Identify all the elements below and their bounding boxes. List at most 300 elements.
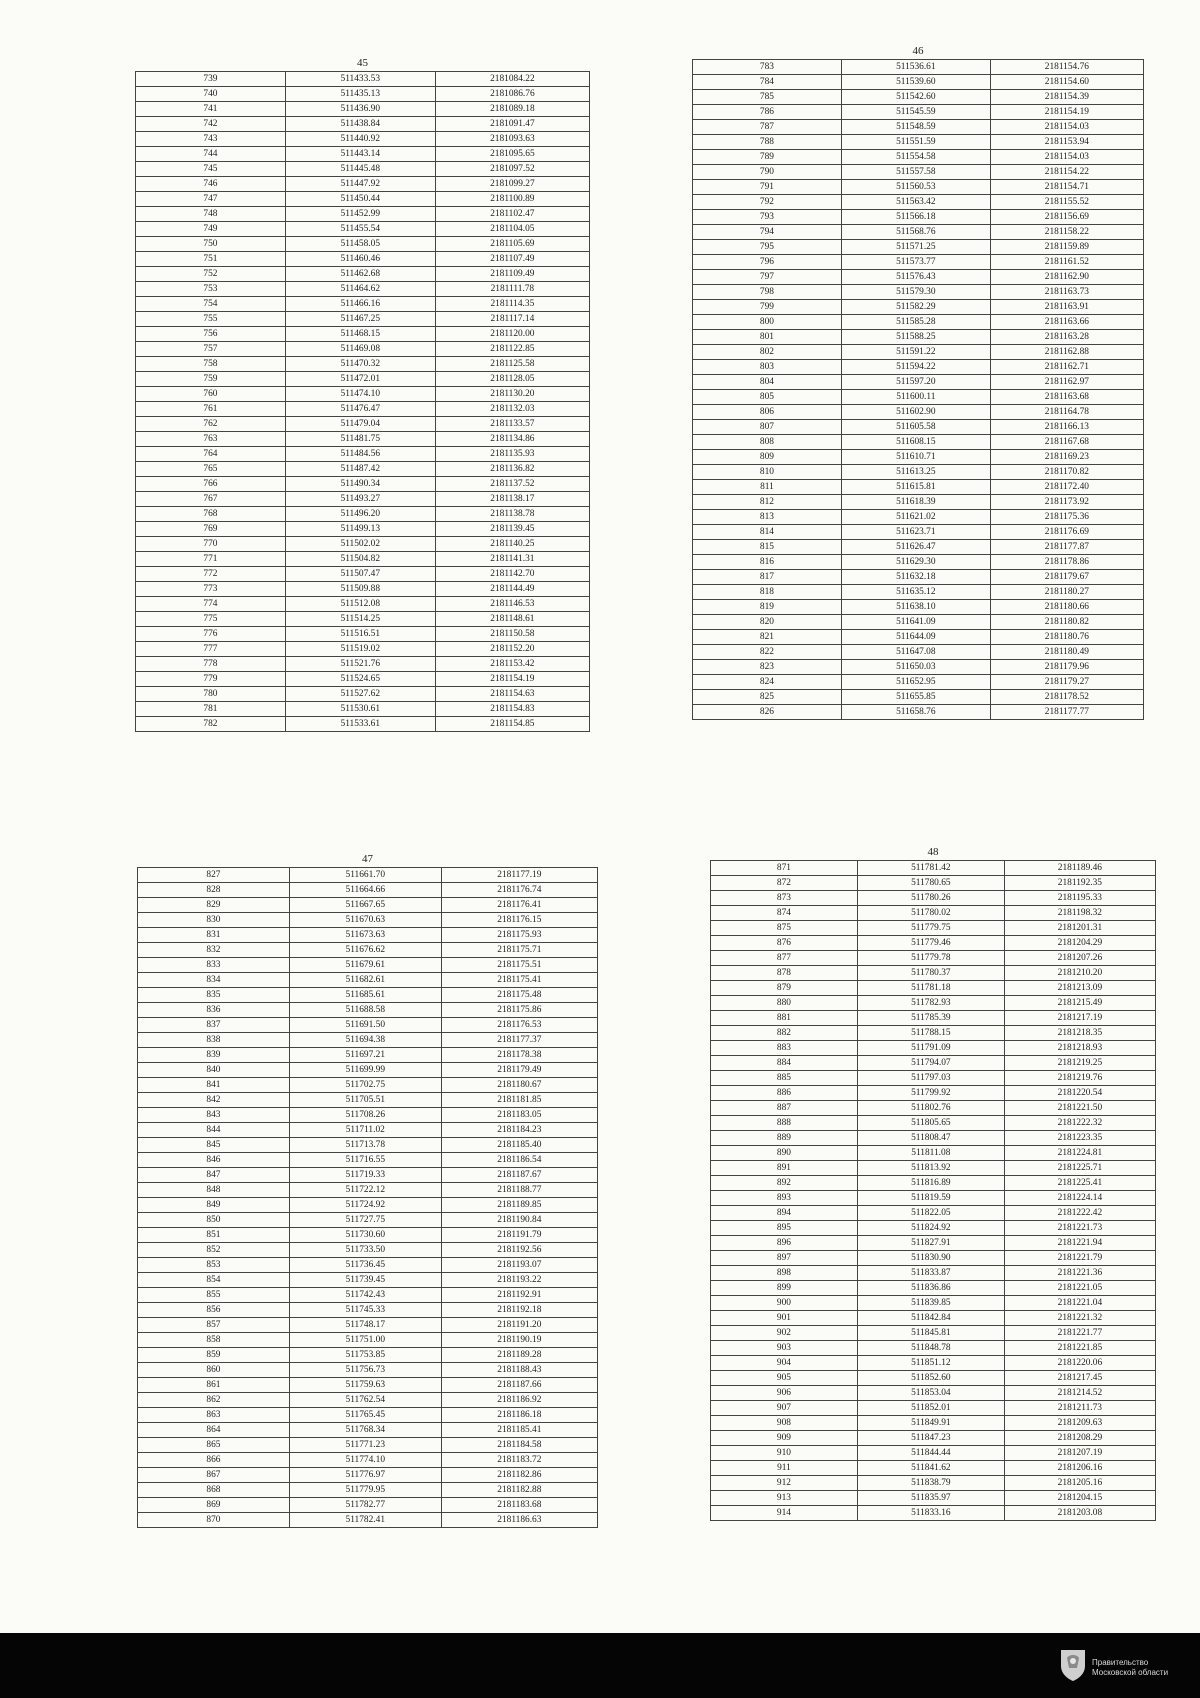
y-coordinate-cell: 2181221.73 bbox=[1004, 1221, 1155, 1236]
x-coordinate-cell: 511848.78 bbox=[857, 1341, 1004, 1356]
x-coordinate-cell: 511830.90 bbox=[857, 1251, 1004, 1266]
table-row bbox=[711, 1491, 1156, 1506]
x-coordinate-cell: 511779.46 bbox=[857, 936, 1004, 951]
y-coordinate-cell: 2181221.85 bbox=[1004, 1341, 1155, 1356]
point-number-cell: 871 bbox=[711, 861, 858, 876]
y-coordinate-cell: 2181155.52 bbox=[990, 195, 1143, 210]
x-coordinate-cell: 511702.75 bbox=[289, 1078, 441, 1093]
point-number-cell: 814 bbox=[693, 525, 842, 540]
point-number-cell: 886 bbox=[711, 1086, 858, 1101]
x-coordinate-cell: 511479.04 bbox=[285, 417, 435, 432]
x-coordinate-cell: 511805.65 bbox=[857, 1116, 1004, 1131]
table-row bbox=[711, 1296, 1156, 1311]
table-row bbox=[693, 660, 1144, 675]
table-row bbox=[138, 928, 598, 943]
point-number-cell: 741 bbox=[136, 102, 286, 117]
point-number-cell: 910 bbox=[711, 1446, 858, 1461]
table-row bbox=[711, 1191, 1156, 1206]
y-coordinate-cell: 2181177.19 bbox=[441, 868, 597, 883]
table-row bbox=[136, 657, 590, 672]
y-coordinate-cell: 2181154.03 bbox=[990, 150, 1143, 165]
point-number-cell: 895 bbox=[711, 1221, 858, 1236]
table-row bbox=[136, 612, 590, 627]
point-number-cell: 830 bbox=[138, 913, 290, 928]
point-number-cell: 770 bbox=[136, 537, 286, 552]
point-number-cell: 835 bbox=[138, 988, 290, 1003]
x-coordinate-cell: 511742.43 bbox=[289, 1288, 441, 1303]
table-row bbox=[136, 672, 590, 687]
table-row bbox=[138, 973, 598, 988]
y-coordinate-cell: 2181176.69 bbox=[990, 525, 1143, 540]
point-number-cell: 803 bbox=[693, 360, 842, 375]
table-row bbox=[693, 135, 1144, 150]
point-number-cell: 821 bbox=[693, 630, 842, 645]
y-coordinate-cell: 2181206.16 bbox=[1004, 1461, 1155, 1476]
x-coordinate-cell: 511794.07 bbox=[857, 1056, 1004, 1071]
x-coordinate-cell: 511466.16 bbox=[285, 297, 435, 312]
x-coordinate-cell: 511822.05 bbox=[857, 1206, 1004, 1221]
y-coordinate-cell: 2181203.08 bbox=[1004, 1506, 1155, 1521]
point-number-cell: 824 bbox=[693, 675, 842, 690]
x-coordinate-cell: 511688.58 bbox=[289, 1003, 441, 1018]
x-coordinate-cell: 511504.82 bbox=[285, 552, 435, 567]
point-number-cell: 914 bbox=[711, 1506, 858, 1521]
y-coordinate-cell: 2181217.19 bbox=[1004, 1011, 1155, 1026]
y-coordinate-cell: 2181140.25 bbox=[435, 537, 589, 552]
y-coordinate-cell: 2181218.93 bbox=[1004, 1041, 1155, 1056]
point-number-cell: 872 bbox=[711, 876, 858, 891]
x-coordinate-cell: 511833.87 bbox=[857, 1266, 1004, 1281]
point-number-cell: 815 bbox=[693, 540, 842, 555]
table-row bbox=[136, 132, 590, 147]
y-coordinate-cell: 2181224.81 bbox=[1004, 1146, 1155, 1161]
y-coordinate-cell: 2181141.31 bbox=[435, 552, 589, 567]
x-coordinate-cell: 511524.65 bbox=[285, 672, 435, 687]
point-number-cell: 908 bbox=[711, 1416, 858, 1431]
table-row bbox=[138, 1303, 598, 1318]
coordinate-table bbox=[137, 867, 598, 1528]
x-coordinate-cell: 511847.23 bbox=[857, 1431, 1004, 1446]
point-number-cell: 806 bbox=[693, 405, 842, 420]
y-coordinate-cell: 2181100.89 bbox=[435, 192, 589, 207]
table-row bbox=[711, 1461, 1156, 1476]
table-row bbox=[136, 717, 590, 732]
y-coordinate-cell: 2181190.19 bbox=[441, 1333, 597, 1348]
x-coordinate-cell: 511470.32 bbox=[285, 357, 435, 372]
coordinate-block-45 bbox=[135, 56, 590, 732]
point-number-cell: 768 bbox=[136, 507, 286, 522]
x-coordinate-cell: 511711.02 bbox=[289, 1123, 441, 1138]
y-coordinate-cell: 2181162.71 bbox=[990, 360, 1143, 375]
table-row bbox=[693, 525, 1144, 540]
x-coordinate-cell: 511816.89 bbox=[857, 1176, 1004, 1191]
table-row bbox=[693, 255, 1144, 270]
x-coordinate-cell: 511811.08 bbox=[857, 1146, 1004, 1161]
point-number-cell: 804 bbox=[693, 375, 842, 390]
y-coordinate-cell: 2181154.19 bbox=[435, 672, 589, 687]
table-row bbox=[138, 1468, 598, 1483]
y-coordinate-cell: 2181175.86 bbox=[441, 1003, 597, 1018]
y-coordinate-cell: 2181154.85 bbox=[435, 717, 589, 732]
point-number-cell: 808 bbox=[693, 435, 842, 450]
x-coordinate-cell: 511484.56 bbox=[285, 447, 435, 462]
y-coordinate-cell: 2181152.20 bbox=[435, 642, 589, 657]
y-coordinate-cell: 2181188.43 bbox=[441, 1363, 597, 1378]
table-row bbox=[711, 876, 1156, 891]
x-coordinate-cell: 511799.92 bbox=[857, 1086, 1004, 1101]
table-row bbox=[693, 690, 1144, 705]
x-coordinate-cell: 511661.70 bbox=[289, 868, 441, 883]
y-coordinate-cell: 2181219.76 bbox=[1004, 1071, 1155, 1086]
table-row bbox=[711, 1326, 1156, 1341]
x-coordinate-cell: 511756.73 bbox=[289, 1363, 441, 1378]
table-row bbox=[711, 1431, 1156, 1446]
x-coordinate-cell: 511460.46 bbox=[285, 252, 435, 267]
y-coordinate-cell: 2181224.14 bbox=[1004, 1191, 1155, 1206]
point-number-cell: 771 bbox=[136, 552, 286, 567]
y-coordinate-cell: 2181176.15 bbox=[441, 913, 597, 928]
point-number-cell: 789 bbox=[693, 150, 842, 165]
point-number-cell: 791 bbox=[693, 180, 842, 195]
table-row bbox=[693, 330, 1144, 345]
y-coordinate-cell: 2181222.32 bbox=[1004, 1116, 1155, 1131]
y-coordinate-cell: 2181097.52 bbox=[435, 162, 589, 177]
point-number-cell: 784 bbox=[693, 75, 842, 90]
table-row bbox=[693, 90, 1144, 105]
y-coordinate-cell: 2181180.66 bbox=[990, 600, 1143, 615]
x-coordinate-cell: 511813.92 bbox=[857, 1161, 1004, 1176]
point-number-cell: 850 bbox=[138, 1213, 290, 1228]
table-row bbox=[136, 477, 590, 492]
y-coordinate-cell: 2181221.32 bbox=[1004, 1311, 1155, 1326]
table-row bbox=[136, 702, 590, 717]
footer-line-1: Правительство bbox=[1092, 1658, 1149, 1667]
table-row bbox=[711, 1341, 1156, 1356]
x-coordinate-cell: 511673.63 bbox=[289, 928, 441, 943]
table-row bbox=[693, 150, 1144, 165]
y-coordinate-cell: 2181163.66 bbox=[990, 315, 1143, 330]
x-coordinate-cell: 511782.41 bbox=[289, 1513, 441, 1528]
y-coordinate-cell: 2181128.05 bbox=[435, 372, 589, 387]
y-coordinate-cell: 2181163.28 bbox=[990, 330, 1143, 345]
point-number-cell: 888 bbox=[711, 1116, 858, 1131]
point-number-cell: 836 bbox=[138, 1003, 290, 1018]
x-coordinate-cell: 511788.15 bbox=[857, 1026, 1004, 1041]
y-coordinate-cell: 2181178.38 bbox=[441, 1048, 597, 1063]
table-row bbox=[136, 447, 590, 462]
point-number-cell: 743 bbox=[136, 132, 286, 147]
x-coordinate-cell: 511733.50 bbox=[289, 1243, 441, 1258]
point-number-cell: 746 bbox=[136, 177, 286, 192]
table-row bbox=[138, 1438, 598, 1453]
table-row bbox=[711, 1356, 1156, 1371]
y-coordinate-cell: 2181180.82 bbox=[990, 615, 1143, 630]
table-row bbox=[138, 988, 598, 1003]
y-coordinate-cell: 2181179.49 bbox=[441, 1063, 597, 1078]
x-coordinate-cell: 511436.90 bbox=[285, 102, 435, 117]
x-coordinate-cell: 511464.62 bbox=[285, 282, 435, 297]
table-row bbox=[136, 177, 590, 192]
x-coordinate-cell: 511613.25 bbox=[841, 465, 990, 480]
x-coordinate-cell: 511551.59 bbox=[841, 135, 990, 150]
point-number-cell: 901 bbox=[711, 1311, 858, 1326]
y-coordinate-cell: 2181192.18 bbox=[441, 1303, 597, 1318]
x-coordinate-cell: 511679.61 bbox=[289, 958, 441, 973]
point-number-cell: 892 bbox=[711, 1176, 858, 1191]
point-number-cell: 796 bbox=[693, 255, 842, 270]
y-coordinate-cell: 2181184.58 bbox=[441, 1438, 597, 1453]
y-coordinate-cell: 2181213.09 bbox=[1004, 981, 1155, 996]
x-coordinate-cell: 511533.61 bbox=[285, 717, 435, 732]
table-row bbox=[136, 462, 590, 477]
table-row bbox=[693, 555, 1144, 570]
footer-bar bbox=[0, 1633, 1200, 1698]
y-coordinate-cell: 2181166.13 bbox=[990, 420, 1143, 435]
y-coordinate-cell: 2181193.07 bbox=[441, 1258, 597, 1273]
point-number-cell: 862 bbox=[138, 1393, 290, 1408]
table-row bbox=[138, 958, 598, 973]
y-coordinate-cell: 2181225.71 bbox=[1004, 1161, 1155, 1176]
x-coordinate-cell: 511462.68 bbox=[285, 267, 435, 282]
x-coordinate-cell: 511779.75 bbox=[857, 921, 1004, 936]
point-number-cell: 846 bbox=[138, 1153, 290, 1168]
x-coordinate-cell: 511827.91 bbox=[857, 1236, 1004, 1251]
y-coordinate-cell: 2181117.14 bbox=[435, 312, 589, 327]
y-coordinate-cell: 2181091.47 bbox=[435, 117, 589, 132]
point-number-cell: 909 bbox=[711, 1431, 858, 1446]
x-coordinate-cell: 511579.30 bbox=[841, 285, 990, 300]
point-number-cell: 752 bbox=[136, 267, 286, 282]
table-row bbox=[711, 861, 1156, 876]
x-coordinate-cell: 511600.11 bbox=[841, 390, 990, 405]
x-coordinate-cell: 511585.28 bbox=[841, 315, 990, 330]
point-number-cell: 867 bbox=[138, 1468, 290, 1483]
y-coordinate-cell: 2181163.68 bbox=[990, 390, 1143, 405]
x-coordinate-cell: 511594.22 bbox=[841, 360, 990, 375]
table-row bbox=[138, 1363, 598, 1378]
point-number-cell: 813 bbox=[693, 510, 842, 525]
y-coordinate-cell: 2181114.35 bbox=[435, 297, 589, 312]
table-row bbox=[693, 420, 1144, 435]
point-number-cell: 887 bbox=[711, 1101, 858, 1116]
table-row bbox=[693, 120, 1144, 135]
y-coordinate-cell: 2181095.65 bbox=[435, 147, 589, 162]
x-coordinate-cell: 511433.53 bbox=[285, 72, 435, 87]
point-number-cell: 853 bbox=[138, 1258, 290, 1273]
x-coordinate-cell: 511615.81 bbox=[841, 480, 990, 495]
page-number: 47 bbox=[362, 853, 373, 865]
table-row bbox=[138, 913, 598, 928]
table-row bbox=[136, 222, 590, 237]
point-number-cell: 751 bbox=[136, 252, 286, 267]
x-coordinate-cell: 511682.61 bbox=[289, 973, 441, 988]
y-coordinate-cell: 2181221.05 bbox=[1004, 1281, 1155, 1296]
y-coordinate-cell: 2181125.58 bbox=[435, 357, 589, 372]
y-coordinate-cell: 2181193.22 bbox=[441, 1273, 597, 1288]
table-row bbox=[711, 1011, 1156, 1026]
point-number-cell: 879 bbox=[711, 981, 858, 996]
table-row bbox=[136, 237, 590, 252]
point-number-cell: 898 bbox=[711, 1266, 858, 1281]
point-number-cell: 907 bbox=[711, 1401, 858, 1416]
point-number-cell: 856 bbox=[138, 1303, 290, 1318]
point-number-cell: 882 bbox=[711, 1026, 858, 1041]
x-coordinate-cell: 511838.79 bbox=[857, 1476, 1004, 1491]
point-number-cell: 774 bbox=[136, 597, 286, 612]
x-coordinate-cell: 511542.60 bbox=[841, 90, 990, 105]
point-number-cell: 816 bbox=[693, 555, 842, 570]
x-coordinate-cell: 511571.25 bbox=[841, 240, 990, 255]
x-coordinate-cell: 511685.61 bbox=[289, 988, 441, 1003]
coordinate-block-48 bbox=[710, 845, 1156, 1521]
point-number-cell: 825 bbox=[693, 690, 842, 705]
point-number-cell: 858 bbox=[138, 1333, 290, 1348]
point-number-cell: 897 bbox=[711, 1251, 858, 1266]
y-coordinate-cell: 2181156.69 bbox=[990, 210, 1143, 225]
x-coordinate-cell: 511647.08 bbox=[841, 645, 990, 660]
point-number-cell: 749 bbox=[136, 222, 286, 237]
table-row bbox=[136, 162, 590, 177]
point-number-cell: 911 bbox=[711, 1461, 858, 1476]
point-number-cell: 903 bbox=[711, 1341, 858, 1356]
table-row bbox=[693, 75, 1144, 90]
y-coordinate-cell: 2181161.52 bbox=[990, 255, 1143, 270]
y-coordinate-cell: 2181179.67 bbox=[990, 570, 1143, 585]
table-row bbox=[138, 1018, 598, 1033]
y-coordinate-cell: 2181136.82 bbox=[435, 462, 589, 477]
point-number-cell: 865 bbox=[138, 1438, 290, 1453]
table-row bbox=[136, 687, 590, 702]
point-number-cell: 889 bbox=[711, 1131, 858, 1146]
x-coordinate-cell: 511694.38 bbox=[289, 1033, 441, 1048]
x-coordinate-cell: 511554.58 bbox=[841, 150, 990, 165]
table-row bbox=[711, 1476, 1156, 1491]
table-row bbox=[136, 297, 590, 312]
point-number-cell: 878 bbox=[711, 966, 858, 981]
y-coordinate-cell: 2181223.35 bbox=[1004, 1131, 1155, 1146]
page-number: 45 bbox=[357, 57, 368, 69]
table-row bbox=[138, 1033, 598, 1048]
table-row bbox=[693, 450, 1144, 465]
table-row bbox=[136, 147, 590, 162]
point-number-cell: 890 bbox=[711, 1146, 858, 1161]
point-number-cell: 828 bbox=[138, 883, 290, 898]
table-row bbox=[711, 1161, 1156, 1176]
point-number-cell: 810 bbox=[693, 465, 842, 480]
y-coordinate-cell: 2181221.50 bbox=[1004, 1101, 1155, 1116]
y-coordinate-cell: 2181159.89 bbox=[990, 240, 1143, 255]
x-coordinate-cell: 511507.47 bbox=[285, 567, 435, 582]
x-coordinate-cell: 511670.63 bbox=[289, 913, 441, 928]
point-number-cell: 877 bbox=[711, 951, 858, 966]
table-row bbox=[136, 87, 590, 102]
point-number-cell: 777 bbox=[136, 642, 286, 657]
y-coordinate-cell: 2181150.58 bbox=[435, 627, 589, 642]
point-number-cell: 797 bbox=[693, 270, 842, 285]
point-number-cell: 800 bbox=[693, 315, 842, 330]
y-coordinate-cell: 2181167.68 bbox=[990, 435, 1143, 450]
table-row bbox=[138, 1123, 598, 1138]
y-coordinate-cell: 2181138.17 bbox=[435, 492, 589, 507]
x-coordinate-cell: 511621.02 bbox=[841, 510, 990, 525]
x-coordinate-cell: 511824.92 bbox=[857, 1221, 1004, 1236]
point-number-cell: 780 bbox=[136, 687, 286, 702]
point-number-cell: 798 bbox=[693, 285, 842, 300]
point-number-cell: 843 bbox=[138, 1108, 290, 1123]
y-coordinate-cell: 2181187.67 bbox=[441, 1168, 597, 1183]
point-number-cell: 838 bbox=[138, 1033, 290, 1048]
y-coordinate-cell: 2181153.94 bbox=[990, 135, 1143, 150]
point-number-cell: 855 bbox=[138, 1288, 290, 1303]
y-coordinate-cell: 2181169.23 bbox=[990, 450, 1143, 465]
table-row bbox=[711, 981, 1156, 996]
y-coordinate-cell: 2181172.40 bbox=[990, 480, 1143, 495]
y-coordinate-cell: 2181221.77 bbox=[1004, 1326, 1155, 1341]
point-number-cell: 765 bbox=[136, 462, 286, 477]
x-coordinate-cell: 511445.48 bbox=[285, 162, 435, 177]
y-coordinate-cell: 2181144.49 bbox=[435, 582, 589, 597]
x-coordinate-cell: 511608.15 bbox=[841, 435, 990, 450]
table-row bbox=[693, 480, 1144, 495]
point-number-cell: 832 bbox=[138, 943, 290, 958]
table-row bbox=[711, 1101, 1156, 1116]
x-coordinate-cell: 511539.60 bbox=[841, 75, 990, 90]
table-row bbox=[693, 240, 1144, 255]
y-coordinate-cell: 2181176.53 bbox=[441, 1018, 597, 1033]
point-number-cell: 905 bbox=[711, 1371, 858, 1386]
x-coordinate-cell: 511782.77 bbox=[289, 1498, 441, 1513]
table-row bbox=[711, 1056, 1156, 1071]
y-coordinate-cell: 2181154.71 bbox=[990, 180, 1143, 195]
y-coordinate-cell: 2181221.04 bbox=[1004, 1296, 1155, 1311]
x-coordinate-cell: 511852.01 bbox=[857, 1401, 1004, 1416]
point-number-cell: 829 bbox=[138, 898, 290, 913]
x-coordinate-cell: 511780.37 bbox=[857, 966, 1004, 981]
x-coordinate-cell: 511472.01 bbox=[285, 372, 435, 387]
table-row bbox=[693, 510, 1144, 525]
point-number-cell: 902 bbox=[711, 1326, 858, 1341]
x-coordinate-cell: 511514.25 bbox=[285, 612, 435, 627]
y-coordinate-cell: 2181133.57 bbox=[435, 417, 589, 432]
x-coordinate-cell: 511490.34 bbox=[285, 477, 435, 492]
x-coordinate-cell: 511597.20 bbox=[841, 375, 990, 390]
table-row bbox=[136, 597, 590, 612]
y-coordinate-cell: 2181210.20 bbox=[1004, 966, 1155, 981]
x-coordinate-cell: 511762.54 bbox=[289, 1393, 441, 1408]
y-coordinate-cell: 2181104.05 bbox=[435, 222, 589, 237]
x-coordinate-cell: 511638.10 bbox=[841, 600, 990, 615]
y-coordinate-cell: 2181180.76 bbox=[990, 630, 1143, 645]
point-number-cell: 756 bbox=[136, 327, 286, 342]
x-coordinate-cell: 511573.77 bbox=[841, 255, 990, 270]
table-row bbox=[711, 1401, 1156, 1416]
y-coordinate-cell: 2181189.28 bbox=[441, 1348, 597, 1363]
x-coordinate-cell: 511802.76 bbox=[857, 1101, 1004, 1116]
table-row bbox=[138, 1393, 598, 1408]
table-row bbox=[711, 1386, 1156, 1401]
point-number-cell: 883 bbox=[711, 1041, 858, 1056]
y-coordinate-cell: 2181183.72 bbox=[441, 1453, 597, 1468]
table-row bbox=[138, 1048, 598, 1063]
y-coordinate-cell: 2181099.27 bbox=[435, 177, 589, 192]
y-coordinate-cell: 2181154.03 bbox=[990, 120, 1143, 135]
table-row bbox=[711, 1251, 1156, 1266]
table-row bbox=[138, 1273, 598, 1288]
y-coordinate-cell: 2181185.40 bbox=[441, 1138, 597, 1153]
x-coordinate-cell: 511797.03 bbox=[857, 1071, 1004, 1086]
x-coordinate-cell: 511842.84 bbox=[857, 1311, 1004, 1326]
point-number-cell: 864 bbox=[138, 1423, 290, 1438]
